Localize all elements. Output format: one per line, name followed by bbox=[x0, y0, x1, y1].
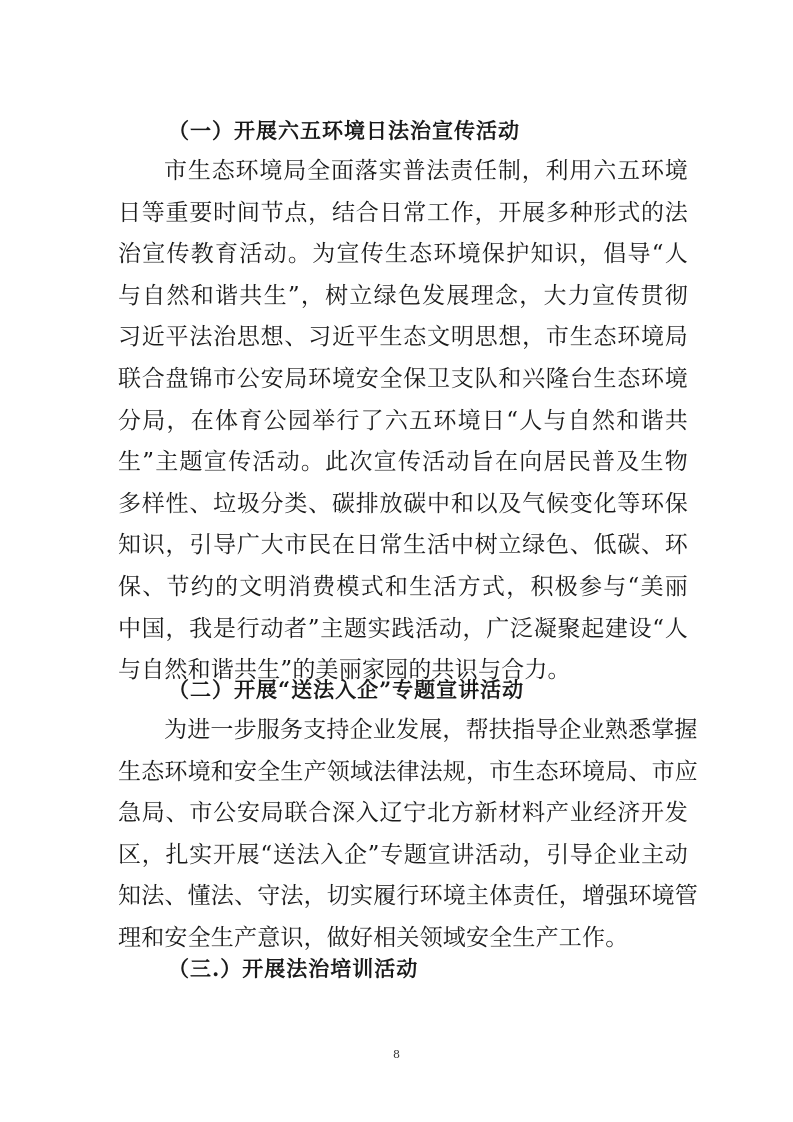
paragraph-line: 急局、市公安局联合深入辽宁北方新材料产业经济开发 bbox=[118, 800, 688, 827]
paragraph-line: 中国，我是行动者”主题实践活动，广泛凝聚起建设“人 bbox=[118, 615, 688, 642]
paragraph-line: 理和安全生产意识，做好相关领域安全生产工作。 bbox=[118, 924, 629, 951]
paragraph-line: 与自然和谐共生”的美丽家园的共识与合力。 bbox=[118, 657, 571, 684]
section-1-paragraph bbox=[118, 151, 688, 692]
paragraph-line: 日等重要时间节点，结合日常工作，开展多种形式的法 bbox=[118, 199, 688, 226]
paragraph-line: 与自然和谐共生”，树立绿色发展理念，大力宣传贯彻 bbox=[118, 282, 688, 309]
paragraph-line: 生”主题宣传活动。此次宣传活动旨在向居民普及生物 bbox=[118, 449, 688, 476]
page-number: 8 bbox=[393, 1048, 400, 1061]
paragraph-line: 生态环境和安全生产领域法律法规，市生态环境局、市应 bbox=[118, 758, 698, 785]
paragraph-line: 习近平法治思想、习近平生态文明思想，市生态环境局 bbox=[118, 324, 688, 351]
paragraph-line: 知识，引导广大市民在日常生活中树立绿色、低碳、环 bbox=[118, 532, 688, 559]
paragraph-line: 为进一步服务支持企业发展，帮扶指导企业熟悉掌握 bbox=[164, 717, 698, 743]
section-heading-1: （一）开展六五环境日法治宣传活动 bbox=[168, 118, 520, 143]
paragraph-line: 区，扎实开展“送法入企”专题宣讲活动，引导企业主动 bbox=[118, 841, 688, 868]
paragraph-line: 联合盘锦市公安局环境安全保卫支队和兴隆台生态环境 bbox=[118, 365, 688, 392]
paragraph-line: 保、节约的文明消费模式和生活方式，积极参与“美丽 bbox=[118, 573, 688, 600]
paragraph-line: 治宣传教育活动。为宣传生态环境保护知识，倡导“人 bbox=[118, 241, 688, 268]
section-heading-2: （二）开展“送法入企”专题宣讲活动 bbox=[168, 677, 525, 702]
paragraph-line: 多样性、垃圾分类、碳排放碳中和以及气候变化等环保 bbox=[118, 490, 688, 517]
paragraph-line: 分局，在体育公园举行了六五环境日“人与自然和谐共 bbox=[118, 407, 688, 434]
section-heading-3: （三.）开展法治培训活动 bbox=[168, 956, 419, 981]
paragraph-line: 市生态环境局全面落实普法责任制，利用六五环境 bbox=[164, 158, 688, 184]
paragraph-line: 知法、懂法、守法，切实履行环境主体责任，增强环境管 bbox=[118, 883, 698, 910]
section-2-paragraph bbox=[118, 710, 698, 960]
